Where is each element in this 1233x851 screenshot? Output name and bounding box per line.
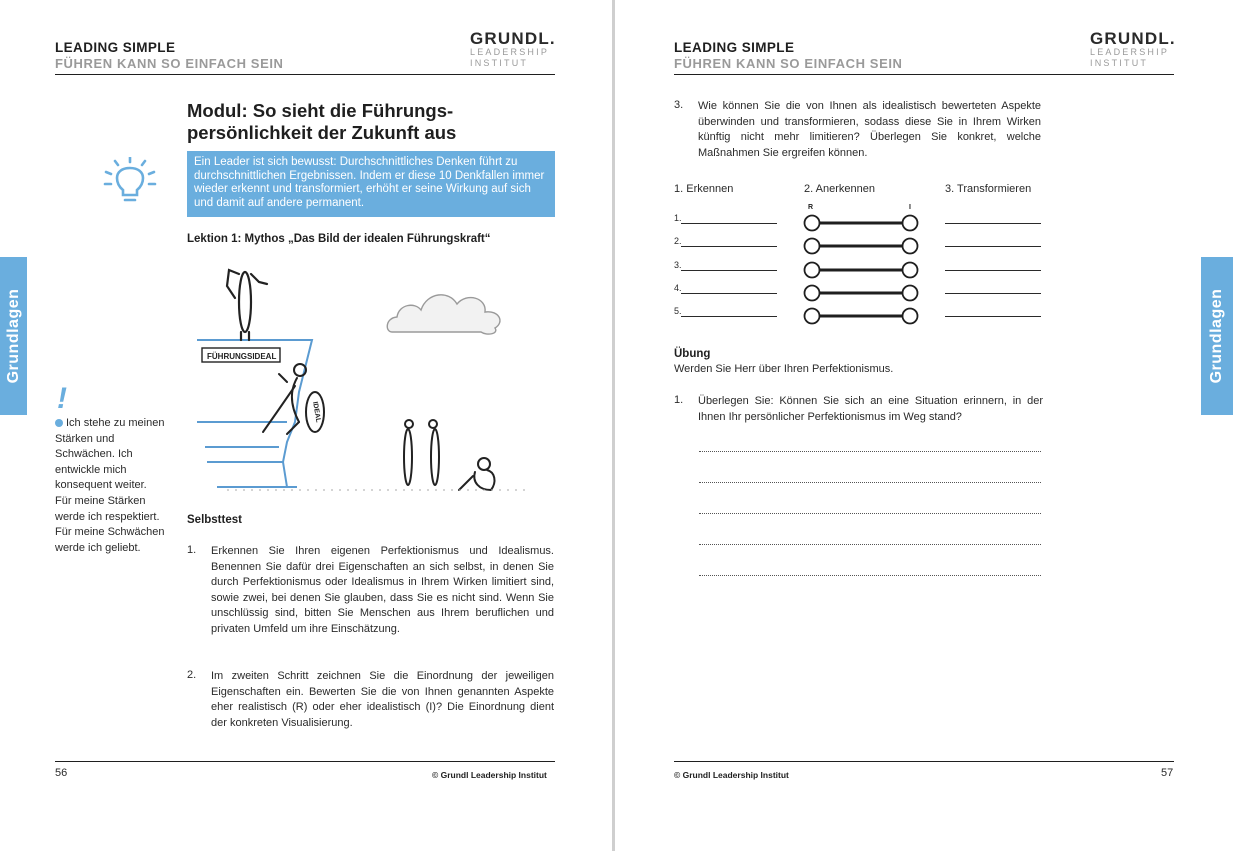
- col-anerkennen: 2. Anerkennen: [804, 183, 875, 195]
- scale-handle-i[interactable]: [903, 239, 918, 254]
- left-page: [0, 0, 612, 851]
- footer-rule: [674, 761, 1174, 762]
- r-i-scale-slider[interactable]: [801, 283, 921, 303]
- item-number: 2.: [187, 669, 197, 681]
- erkennen-input-line[interactable]: [681, 293, 777, 294]
- footer-rule: [55, 761, 555, 762]
- header-title: LEADING SIMPLE: [674, 40, 795, 55]
- r-i-scale-slider[interactable]: [801, 306, 921, 326]
- note-bullet-icon: [55, 419, 63, 427]
- scale-handle-i[interactable]: [903, 286, 918, 301]
- item-text: Im zweiten Schritt zeichnen Sie die Einordnung der jeweiligen Eigenschaften ein. Bewerten Sie die von Ihnen genannten Aspekte eher realistisch (R) oder eher idealistisch (I)? Die Einordnung dient der konkreten Visualisierung.: [211, 670, 554, 729]
- scale-label-idealistic: I: [909, 204, 911, 211]
- transformieren-input-line[interactable]: [945, 246, 1041, 247]
- scale-handle-r[interactable]: [805, 239, 820, 254]
- bag-label: IDEAL: [311, 401, 322, 424]
- side-tab-label: Grundlagen: [1208, 288, 1225, 384]
- side-tab: [0, 257, 27, 415]
- right-page: [615, 0, 1233, 851]
- item-text: Wie können Sie die von Ihnen als idealistisch bewerteten Aspekte überwinden und transformieren, sodass diese Sie in Ihrem Wirken künftig nicht mehr limitieren? Überlegen Sie konkret, welche Maßnahmen Sie ergreifen können.: [698, 100, 1041, 159]
- page-number: 56: [55, 767, 68, 779]
- erkennen-input-line[interactable]: [681, 316, 777, 317]
- col-transformieren: 3. Transformieren: [945, 183, 1032, 195]
- selbsttest-heading: Selbsttest: [187, 514, 242, 526]
- module-title-line2: persönlichkeit der Zukunft aus: [187, 122, 457, 143]
- scale-handle-r[interactable]: [805, 216, 820, 231]
- logo-main: GRUNDL.: [470, 29, 556, 48]
- answer-line[interactable]: [699, 482, 1041, 483]
- answer-line[interactable]: [699, 451, 1041, 452]
- row-label: 2.: [674, 236, 682, 246]
- sign-text: FÜHRUNGSIDEAL: [207, 352, 277, 361]
- transformieren-input-line[interactable]: [945, 270, 1041, 271]
- transformieren-input-line[interactable]: [945, 316, 1041, 317]
- side-tab-label: Grundlagen: [4, 288, 22, 384]
- side-tab: [1201, 257, 1233, 415]
- item-text: Erkennen Sie Ihren eigenen Perfektionismus und Idealismus. Benennen Sie dafür drei Eigenschaften an sich selbst, in denen Sie durch Perfektionismus oder Idealismus in Ihrem Wirken limitiert sind, sowie zwei, bei denen Sie glauben, dass Sie es nicht sind. Wenn Sie unschlüssig sind, bitten Sie Menschen aus Ihrem beruflichen und privaten Umfeld um ihre Einschätzung.: [211, 545, 554, 635]
- transformieren-input-line[interactable]: [945, 223, 1041, 224]
- uebung-heading: Übung: [674, 348, 711, 360]
- scale-handle-r[interactable]: [805, 309, 820, 324]
- r-i-scale-slider[interactable]: [801, 213, 921, 233]
- scale-handle-r[interactable]: [805, 263, 820, 278]
- copyright: © Grundl Leadership Institut: [674, 770, 789, 780]
- erkennen-input-line[interactable]: [681, 270, 777, 271]
- side-note: [55, 416, 165, 556]
- logo-sub-leadership: LEADERSHIP: [470, 47, 550, 57]
- module-title-line1: Modul: So sieht die Führungs-: [187, 100, 454, 121]
- scale-handle-i[interactable]: [903, 309, 918, 324]
- answer-line[interactable]: [699, 544, 1041, 545]
- item-text: Überlegen Sie: Können Sie sich an eine Situation erinnern, in der Ihnen Ihr persönlicher Perfektionismus im Weg stand?: [698, 395, 1043, 423]
- transformieren-input-line[interactable]: [945, 293, 1041, 294]
- row-label: 5.: [674, 306, 682, 316]
- header-subtitle: FÜHREN KANN SO EINFACH SEIN: [55, 56, 284, 71]
- scale-handle-i[interactable]: [903, 216, 918, 231]
- header-rule: [674, 74, 1174, 75]
- logo-sub-institut: INSTITUT: [1090, 58, 1149, 68]
- leadership-ideal-illustration: [187, 262, 547, 497]
- erkennen-input-line[interactable]: [681, 246, 777, 247]
- logo-sub-institut: INSTITUT: [470, 58, 529, 68]
- answer-line[interactable]: [699, 513, 1041, 514]
- item-number: 1.: [674, 394, 684, 406]
- scale-handle-r[interactable]: [805, 286, 820, 301]
- col-erkennen: 1. Erkennen: [674, 183, 734, 195]
- row-label: 1.: [674, 213, 682, 223]
- module-title: [187, 100, 567, 144]
- page-number: 57: [1161, 767, 1174, 779]
- copyright: © Grundl Leadership Institut: [432, 770, 547, 780]
- r-i-scale-slider[interactable]: [801, 236, 921, 256]
- uebung-text: Werden Sie Herr über Ihren Perfektionismus.: [674, 363, 894, 375]
- header-title: LEADING SIMPLE: [55, 40, 176, 55]
- scale-label-realistic: R: [808, 204, 814, 211]
- scale-handle-i[interactable]: [903, 263, 918, 278]
- answer-line[interactable]: [699, 575, 1041, 576]
- lesson-heading: Lektion 1: Mythos „Das Bild der idealen Führungskraft“: [187, 233, 491, 245]
- item-number: 3.: [674, 99, 684, 111]
- note-exclamation-icon: !: [57, 382, 67, 415]
- row-label: 4.: [674, 283, 682, 293]
- header-subtitle: FÜHREN KANN SO EINFACH SEIN: [674, 56, 903, 71]
- r-i-scale-slider[interactable]: [801, 260, 921, 280]
- erkennen-input-line[interactable]: [681, 223, 777, 224]
- callout-box: Ein Leader ist sich bewusst: Durchschnittliches Denken führt zu durchschnittlichen Ergebnissen. Indem er diese 10 Denkfallen immer wieder erkennt und transformiert, erhöht er seine Wirkung auf sich und damit auf andere permanent.: [187, 151, 555, 217]
- header-rule: [55, 74, 555, 75]
- logo-sub-leadership: LEADERSHIP: [1090, 47, 1170, 57]
- logo-main: GRUNDL.: [1090, 29, 1176, 48]
- item-number: 1.: [187, 544, 197, 556]
- side-note-text: Ich stehe zu meinen Stärken und Schwächen. Ich entwickle mich konsequent weiter. Für meine Stärken werde ich respektiert. Für meine Schwächen werde ich geliebt.: [55, 417, 165, 554]
- row-label: 3.: [674, 260, 682, 270]
- lightbulb-icon: [103, 157, 159, 207]
